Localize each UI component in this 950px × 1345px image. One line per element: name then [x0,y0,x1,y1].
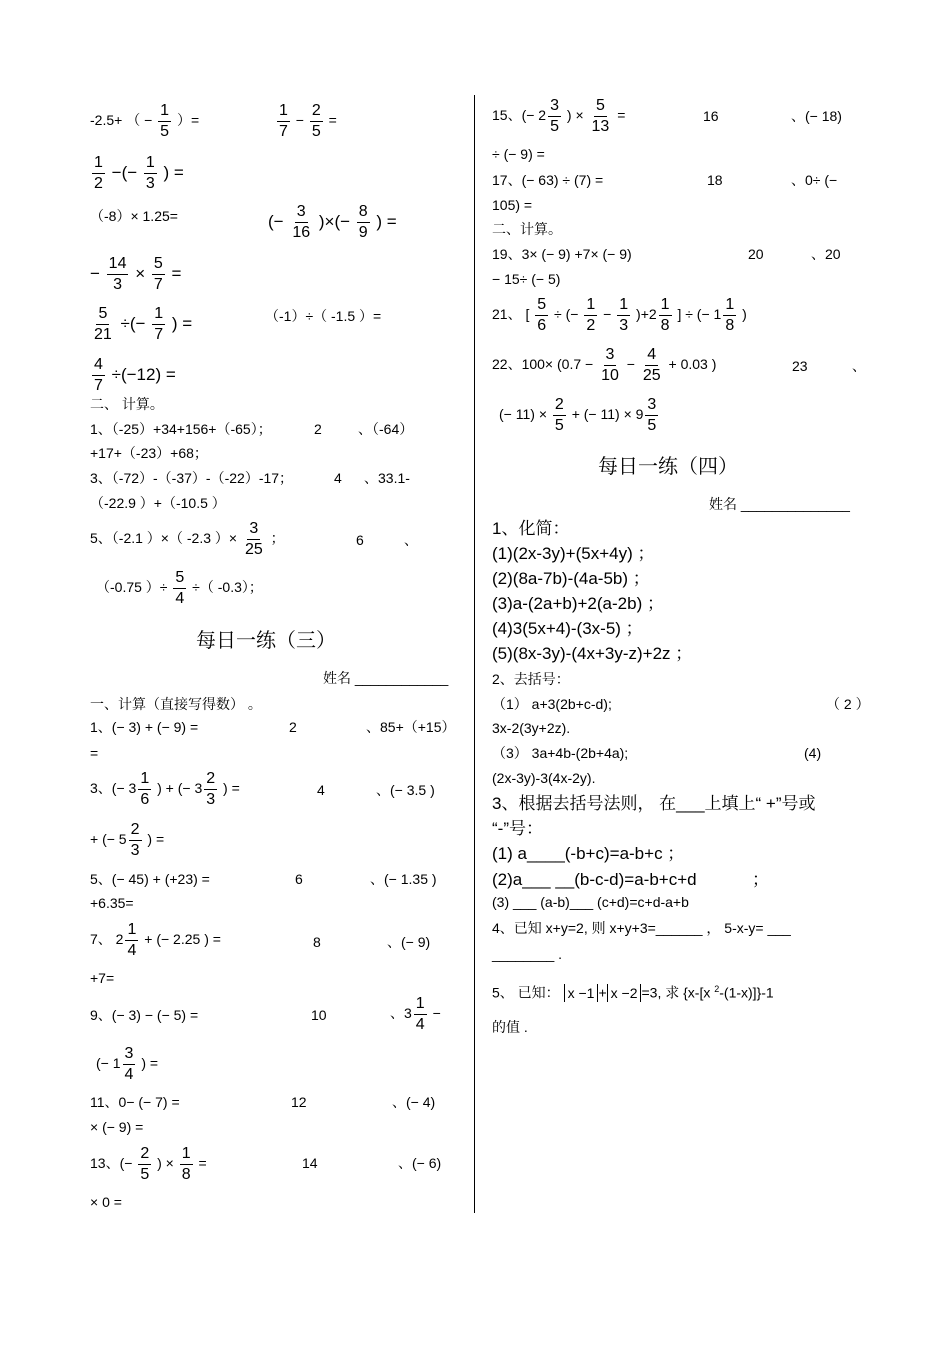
q1: 1、(− 3) + (− 9) = [90,719,199,735]
text: ÷(− [120,313,146,333]
fraction-2-5: $\frac{2}{5}$ [554,396,564,434]
q3 [90,771,240,808]
q10-cont [96,1046,158,1083]
r18-num: 18 [707,172,723,188]
fraction-1-5: $\frac{1}{5}$ [160,102,170,140]
q8-num: 8 [313,934,321,950]
problem-6-sep: 、 [404,532,418,548]
fraction-14-3: $\frac{14}{3}$ [108,255,127,293]
text: ÷ (− [554,306,579,323]
text: − [626,356,635,373]
r23-sep: 、 [852,358,866,374]
text: ) = [141,1055,159,1072]
fraction-5-21: $\frac{5}{21}$ [94,305,112,343]
fraction-5-6: $\frac{5}{6}$ [537,296,547,334]
r16-cont: ÷ (− 9) = [492,146,545,162]
text: 5、（-2.1 ）×（ -2.3 ）× [90,530,238,547]
fraction-1-2: $\frac{1}{2}$ [586,296,596,334]
simplify-3: (3)a-(2a+b)+2(a-2b) ； [492,594,664,613]
q10 [390,996,441,1033]
sign-2 [492,868,697,892]
text: 15、(− 2 [492,107,547,124]
fraction-3-10: $\frac{3}{10}$ [601,346,619,384]
text: ÷（ -0.3）； [192,579,263,596]
text: = [328,112,337,129]
r21 [492,297,747,334]
text: -2.5+ （ [90,112,141,129]
r22 [492,347,716,384]
fraction-1-8: $\frac{1}{8}$ [725,296,735,334]
q4: 、(− 3.5 ) [376,782,435,798]
text: − [90,263,100,283]
text: ] ÷ (− 1 [677,306,722,323]
section-title-4: 每日一练（四） [598,454,738,478]
exercise-row-5b: （-1）÷（ -1.5 ）= [265,308,382,324]
text: ) = [223,780,240,797]
q7 [90,922,221,959]
text: （-0.75 ）÷ [96,579,168,596]
text: ) + (− 3 [157,780,203,797]
bracket-4-num: (4) [804,745,822,761]
fraction-1-4: $\frac{1}{4}$ [415,995,425,1033]
text: = [171,263,182,283]
text: = [198,1155,207,1172]
fraction-1-3: $\frac{1}{3}$ [619,296,629,334]
fraction-2-3: $\frac{2}{3}$ [206,770,216,808]
exercise-row-6 [90,357,176,394]
problem-4-cont: （-22.9 ）+（-10.5 ） [90,495,226,511]
r16: 、(− 18) [791,108,842,124]
text: 22、100× (0.7 − [492,356,594,373]
abs-value-1: x −1 [564,984,599,1002]
text: )×(− [318,211,351,231]
text: =3, 求 {x-[x [641,984,711,1001]
exercise-row-4 [90,256,181,293]
heading-sign-rule-cont: “-”号： [492,819,543,838]
problem-5-given-cont: 的值 . [492,1019,528,1035]
problem-4: 、33.1- [364,470,410,486]
exercise-row-3b [268,204,397,241]
fraction-1-7: $\frac{1}{7}$ [279,102,288,140]
problem-4-given: 4、已知 x+y=2, 则 x+y+3=______ ， 5-x-y= ___ [492,920,791,936]
q8: 、(− 9) [387,934,431,950]
q10-num: 10 [311,1007,327,1023]
fraction-4-7: $\frac{4}{7}$ [94,356,103,394]
exercise-row-1 [90,103,199,140]
text: ； [270,530,285,547]
text: − [432,1005,441,1022]
text: (− 1 [96,1055,121,1072]
q14-num: 14 [302,1155,318,1171]
q2-num: 2 [289,719,297,735]
fraction-3-4: $\frac{3}{4}$ [124,1045,134,1083]
q4-cont [90,822,164,859]
problem-2-cont: +17+（-23）+68； [90,445,208,461]
section-heading: 一、计算（直接写得数） 。 [90,696,262,712]
q2-cont: = [90,745,99,761]
sign-1: (1) a____(-b+c)=a-b+c ； [492,844,685,863]
text: (− 11) × [499,406,547,423]
section-heading: 二、计算。 [492,221,562,237]
r20-num: 20 [748,246,764,262]
r23-num: 23 [792,358,808,374]
fraction-2-3: $\frac{2}{3}$ [130,821,140,859]
exponent: 2 [714,984,720,994]
q6-num: 6 [295,871,303,887]
text: ) = [376,211,397,231]
text: )+2 [636,306,657,323]
text: + (− 5 [90,831,127,848]
fraction-2-5: $\frac{2}{5}$ [311,102,321,140]
fraction-4-25: $\frac{4}{25}$ [642,346,661,384]
fraction-1-6: $\frac{1}{6}$ [140,770,150,808]
exercise-row-2 [90,155,184,192]
text: (2)a___ __(b-c-d)=a-b+c+d [492,870,697,889]
section-heading: 二、 计算。 [90,396,164,412]
fraction-1-3: $\frac{1}{3}$ [145,154,155,192]
text: ) = [163,162,184,182]
fraction-1-8: $\frac{1}{8}$ [660,296,670,334]
fraction-2-5: $\frac{2}{5}$ [140,1145,150,1183]
bracket-1: （1） a+3(2b+c-d); [492,696,612,712]
text: + [598,984,607,1001]
text: = [617,107,626,124]
problem-4-given-cont: ________ . [492,946,563,962]
heading-simplify: 1、化简： [492,519,570,538]
problem-2-num: 2 [314,421,322,437]
text: + 0.03 ) [668,356,717,373]
q9: 9、(− 3) − (− 5) = [90,1007,199,1023]
problem-6-num: 6 [356,532,364,548]
r20-cont: − 15÷ (− 5) [492,271,561,287]
text: 5、 已知： [492,984,560,1001]
text: (− [268,211,284,231]
problem-6 [96,570,263,607]
fraction-1-4: $\frac{1}{4}$ [127,921,137,959]
text: ) = [147,831,165,848]
text: ) [742,306,747,323]
column-divider [474,95,475,1213]
r18: 、0÷ (− [791,172,838,188]
fraction-3-16: $\frac{3}{16}$ [292,203,311,241]
problem-4-num: 4 [334,470,342,486]
q6: 、(− 1.35 ) [370,871,437,887]
q11: 11、0− (− 7) = [90,1094,180,1110]
sign-2-end: ； [752,870,769,889]
fraction-8-9: $\frac{8}{9}$ [358,203,368,241]
heading-sign-rule: 3、根据去括号法则， 在___上填上“ +”号或 [492,794,816,813]
bracket-2: 3x-2(3y+2z). [492,720,571,736]
r18-cont: 105) = [492,197,533,213]
simplify-4: (4)3(5x+4)-(3x-5) ； [492,619,643,638]
text: 7、 2 [90,931,124,948]
simplify-5: (5)(8x-3y)-(4x+3y-z)+2z ； [492,644,693,663]
text: 13、(− [90,1155,133,1172]
text: − [144,112,153,129]
q14-cont: × 0 = [90,1194,122,1210]
r19: 19、3× (− 9) +7× (− 9) [492,246,632,262]
abs-value-2: x −2 [607,984,642,1002]
fraction-3-5: $\frac{3}{5}$ [647,396,657,434]
fraction-5-4: $\frac{5}{4}$ [175,569,185,607]
r23 [499,397,660,434]
r17: 17、(− 63) ÷ (7) = [492,172,604,188]
problem-5 [90,521,285,558]
heading-brackets: 2、去括号： [492,671,570,687]
text: 3、(− 3 [90,780,137,797]
text: ）= [176,112,200,129]
text: 21、 [ [492,306,530,323]
text: ÷(−12) = [111,364,176,384]
text: 、3 [390,1005,412,1022]
text: ) × [157,1155,174,1172]
q2: 、85+（+15） [366,719,456,735]
r15 [492,98,625,135]
section-title-3: 每日一练（三） [196,628,336,652]
problem-3: 3、（-72）-（-37）-（-22）-17； [90,470,294,486]
q12-cont: × (− 9) = [90,1119,144,1135]
q4-num: 4 [317,782,325,798]
name-field-4: 姓名 ______________ [709,496,850,512]
name-field-3: 姓名 ____________ [323,670,449,686]
fraction-1-2: $\frac{1}{2}$ [94,154,103,192]
problem-2: 、（-64） [358,421,414,437]
q8-cont: +7= [90,970,115,986]
q12: 、(− 4) [392,1094,436,1110]
q13 [90,1146,207,1183]
fraction-5-13: $\frac{5}{13}$ [591,97,610,135]
text: × [135,263,146,283]
text: ) × [566,107,584,124]
text: − [295,112,304,129]
text: + (− 11) × 9 [571,406,644,423]
text: -(1-x)]}-1 [719,984,774,1001]
exercise-row-1b [275,103,337,140]
text: − [603,306,612,323]
q14: 、(− 6) [398,1155,442,1171]
fraction-1-8: $\frac{1}{8}$ [181,1145,191,1183]
text: + (− 2.25 ) = [144,931,221,948]
simplify-2: (2)(8a-7b)-(4a-5b) ； [492,569,650,588]
r20: 、20 [811,246,841,262]
fraction-5-7: $\frac{5}{7}$ [153,255,163,293]
problem-5-given [492,979,774,1003]
bracket-3: （3） 3a+4b-(2b+4a); [492,745,629,761]
simplify-1: (1)(2x-3y)+(5x+4y) ； [492,544,655,563]
exercise-row-5 [90,306,192,343]
q12-num: 12 [291,1094,307,1110]
fraction-3-25: $\frac{3}{25}$ [244,520,263,558]
q6-cont: +6.35= [90,895,134,911]
r16-num: 16 [703,108,719,124]
bracket-2-num: （ 2 ） [826,696,870,712]
problem-1: 1、（-25）+34+156+（-65）； [90,421,272,437]
text: ) = [171,313,193,333]
bracket-4: (2x-3y)-3(4x-2y). [492,770,596,786]
fraction-3-5: $\frac{3}{5}$ [550,97,559,135]
exercise-row-3a: （-8）× 1.25= [90,208,178,224]
text: −(− [111,162,138,182]
sign-3: (3) ___ (a-b)___ (c+d)=c+d-a+b [492,894,689,910]
fraction-1-7: $\frac{1}{7}$ [154,305,164,343]
q5: 5、(− 45) + (+23) = [90,871,210,887]
